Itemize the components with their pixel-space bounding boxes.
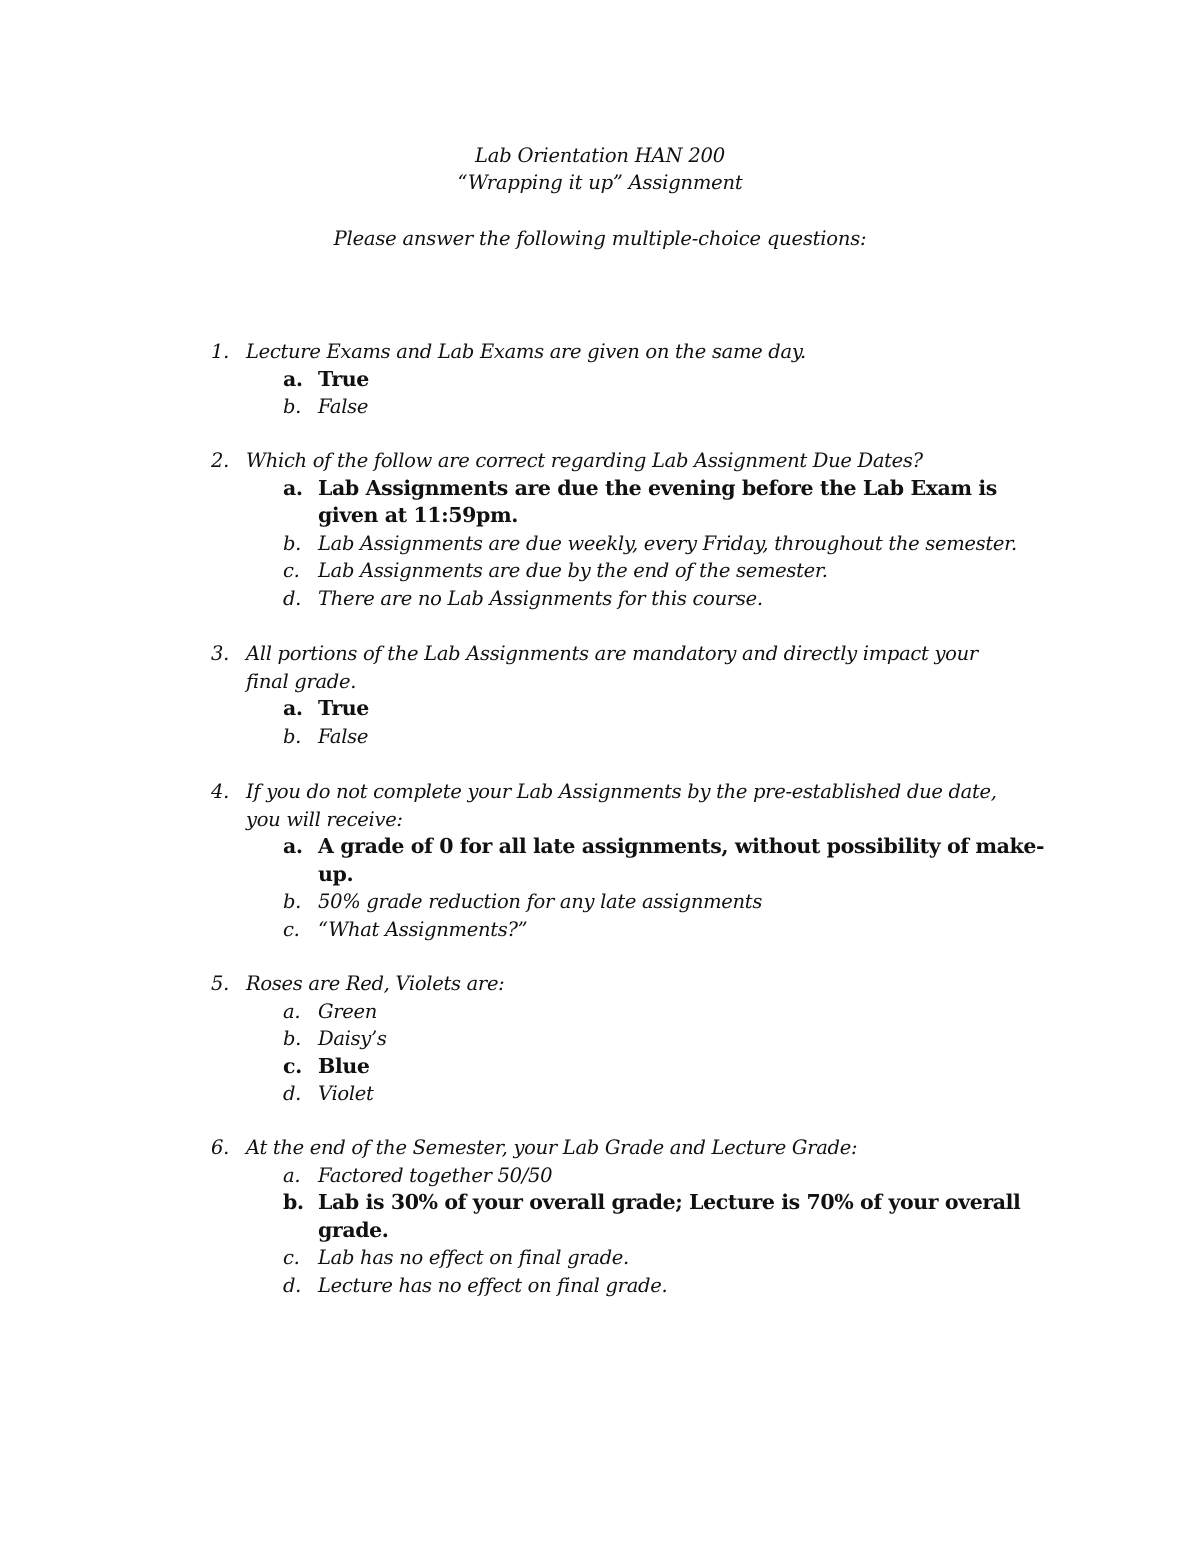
question-text: Which of the follow are correct regarding Lab Assignment Due Dates? [246, 449, 923, 472]
option-text: Blue [318, 1053, 370, 1078]
answer-option [0, 695, 1200, 723]
option-letter: a. [283, 999, 301, 1023]
question-text: you will receive: [246, 807, 403, 831]
answer-option [0, 366, 1200, 394]
answer-option [0, 833, 1200, 861]
answer-option [0, 1025, 1200, 1053]
question-number: 6. [211, 1136, 230, 1159]
question-item [0, 1134, 1200, 1299]
option-letter: a. [283, 475, 303, 500]
option-letter: b. [283, 724, 302, 748]
question-line [0, 640, 1200, 668]
question-number: 5. [211, 972, 230, 995]
option-letter: b. [283, 395, 302, 418]
answer-option [0, 1244, 1200, 1272]
option-text: True [318, 366, 369, 391]
answer-option [0, 475, 1200, 503]
option-text: Lab has no effect on final grade. [318, 1246, 629, 1269]
document-title: Lab Orientation HAN 200 [475, 144, 725, 167]
option-text: False [318, 724, 369, 748]
option-text: There are no Lab Assignments for this course. [318, 586, 763, 610]
option-letter: c. [283, 1053, 302, 1078]
instructions: Please answer the following multiple-choice questions: [333, 227, 867, 250]
option-text: Daisy’s [318, 1027, 387, 1050]
answer-option [0, 998, 1200, 1026]
option-letter: d. [283, 1273, 302, 1297]
question-item [0, 338, 1200, 421]
option-letter: a. [283, 366, 303, 391]
question-item [0, 447, 1200, 612]
option-letter: c. [283, 917, 300, 941]
question-number: 4. [211, 780, 230, 803]
option-letter: a. [283, 834, 303, 858]
answer-option [0, 585, 1200, 613]
option-text: A grade of 0 for all late assignments, without possibility of make- [318, 834, 1045, 858]
option-text: Green [318, 999, 378, 1023]
option-text: Lab Assignments are due weekly, every Friday, throughout the semester. [318, 531, 1017, 555]
question-number: 3. [211, 642, 230, 665]
question-item [0, 970, 1200, 1108]
option-text: grade. [318, 1217, 389, 1242]
option-text: given at 11:59pm. [318, 503, 518, 527]
question-number: 2. [211, 449, 230, 472]
answer-option [0, 1189, 1200, 1217]
question-text: final grade. [246, 669, 357, 693]
question-line [0, 1134, 1200, 1162]
option-text: 50% grade reduction for any late assignments [318, 890, 763, 913]
option-text: Lab Assignments are due the evening before the Lab Exam is [318, 475, 997, 500]
option-text: Lab is 30% of your overall grade; Lecture is 70% of your overall [318, 1190, 1021, 1214]
option-letter: d. [283, 1082, 302, 1105]
answer-option [0, 502, 1200, 530]
question-text: If you do not complete your Lab Assignments by the pre-established due date, [246, 780, 997, 803]
option-text: Lecture has no effect on final grade. [318, 1273, 668, 1297]
answer-option [0, 1217, 1200, 1245]
answer-option [0, 393, 1200, 421]
option-text: up. [318, 861, 354, 886]
answer-option [0, 530, 1200, 558]
option-letter: b. [283, 1190, 304, 1214]
question-item [0, 778, 1200, 943]
answer-option [0, 916, 1200, 944]
option-text: Factored together 50/50 [318, 1163, 553, 1187]
option-text: Lab Assignments are due by the end of the semester. [318, 559, 828, 582]
question-line [0, 970, 1200, 998]
question-line [0, 806, 1200, 834]
option-letter: a. [283, 1163, 301, 1187]
question-line [0, 778, 1200, 806]
question-line [0, 668, 1200, 696]
answer-option [0, 557, 1200, 585]
answer-option [0, 1162, 1200, 1190]
question-text: Lecture Exams and Lab Exams are given on the same day. [246, 340, 806, 363]
answer-option [0, 1053, 1200, 1081]
question-item [0, 640, 1200, 750]
question-text: All portions of the Lab Assignments are mandatory and directly impact your [246, 642, 978, 665]
option-letter: c. [283, 559, 300, 582]
answer-option [0, 1272, 1200, 1300]
question-line [0, 338, 1200, 366]
answer-option [0, 888, 1200, 916]
option-text: False [318, 395, 369, 418]
option-text: True [318, 696, 369, 720]
option-text: Violet [318, 1082, 374, 1105]
document-subtitle: “Wrapping it up” Assignment [457, 171, 743, 194]
answer-option [0, 723, 1200, 751]
question-text: Roses are Red, Violets are: [246, 972, 505, 995]
question-line [0, 447, 1200, 475]
option-letter: a. [283, 696, 303, 720]
option-text: “What Assignments?” [318, 917, 528, 941]
option-letter: b. [283, 1027, 302, 1050]
answer-option [0, 861, 1200, 889]
option-letter: b. [283, 890, 302, 913]
option-letter: d. [283, 586, 302, 610]
answer-option [0, 1080, 1200, 1108]
option-letter: b. [283, 531, 302, 555]
question-number: 1. [211, 340, 230, 363]
option-letter: c. [283, 1246, 300, 1269]
question-text: At the end of the Semester, your Lab Grade and Lecture Grade: [246, 1136, 858, 1159]
